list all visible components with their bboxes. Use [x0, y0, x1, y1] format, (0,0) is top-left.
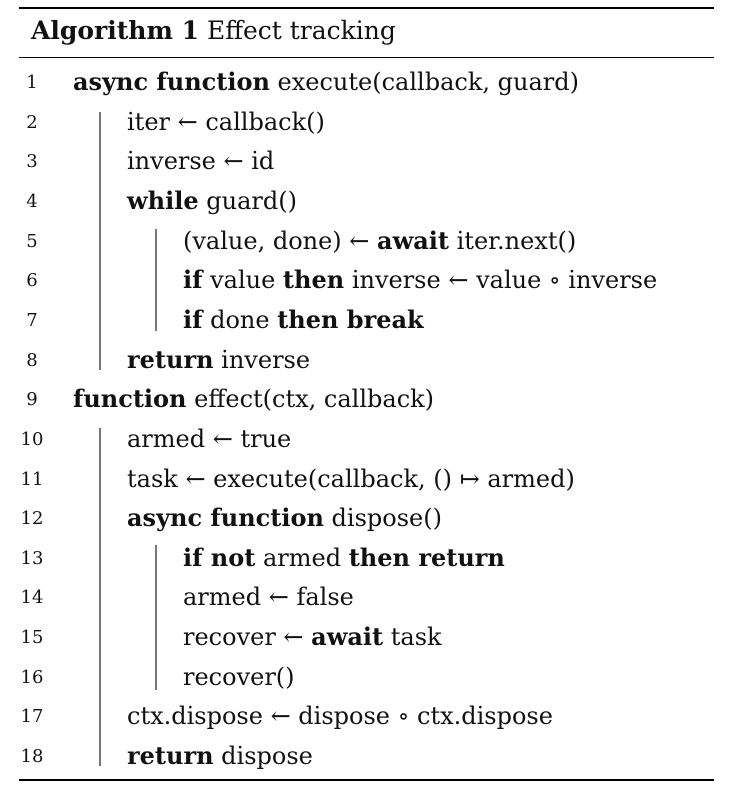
algorithm-line	[0, 420, 730, 460]
line-code	[183, 542, 505, 574]
code-text: dispose()	[323, 504, 442, 533]
line-number: 11	[20, 468, 44, 490]
line-code	[183, 621, 442, 653]
keyword: async function	[73, 67, 270, 96]
algorithm-line	[0, 63, 730, 103]
code-text: effect(ctx, callback)	[186, 385, 435, 414]
line-code	[183, 304, 424, 336]
line-number: 1	[26, 72, 38, 93]
line-code	[183, 225, 576, 257]
keyword: async function	[127, 503, 324, 533]
line-number: 16	[20, 666, 44, 688]
block-bar-while	[155, 229, 157, 331]
line-number: 8	[26, 349, 38, 371]
code-text: task	[383, 623, 442, 652]
line-code	[183, 661, 295, 693]
line-code	[73, 383, 434, 415]
line-number: 12	[20, 508, 44, 530]
code-text: iter.next()	[449, 226, 577, 255]
keyword: while	[127, 185, 199, 215]
algorithm-line	[0, 261, 730, 301]
line-number: 17	[20, 706, 44, 728]
keyword: function	[73, 384, 187, 414]
algorithm-line	[0, 578, 730, 618]
line-code	[127, 463, 575, 495]
keyword: if	[183, 265, 203, 295]
algorithm-line	[0, 658, 730, 698]
line-code	[127, 740, 313, 772]
algorithm-line	[0, 539, 730, 579]
line-number: 10	[20, 428, 44, 450]
keyword: return	[127, 741, 214, 771]
line-code	[127, 700, 553, 732]
line-code	[183, 264, 657, 296]
algorithm-line	[0, 222, 730, 262]
code-text: recover()	[183, 662, 295, 691]
algorithm-title: Effect tracking	[206, 16, 396, 45]
code-text: armed	[255, 543, 349, 572]
line-number: 3	[26, 151, 38, 173]
line-number: 15	[20, 627, 44, 649]
algorithm-line	[0, 499, 730, 539]
algorithm-line	[0, 182, 730, 222]
code-text: inverse	[213, 345, 311, 374]
bottom-rule	[19, 779, 714, 781]
code-text: dispose	[213, 742, 313, 771]
block-bar-dispose	[155, 545, 157, 690]
keyword: then break	[277, 304, 424, 334]
line-number: 7	[26, 309, 38, 331]
algorithm-line	[0, 103, 730, 143]
algorithm-line	[0, 697, 730, 737]
line-code	[127, 344, 310, 376]
code-text: armed ← false	[183, 583, 354, 612]
algorithm-line	[0, 460, 730, 500]
code-text: inverse ← value ∘ inverse	[344, 266, 658, 295]
keyword: if not	[183, 542, 256, 572]
line-code	[127, 106, 325, 138]
caption-rule	[19, 57, 714, 58]
code-text: value	[202, 266, 283, 295]
algorithm-line	[0, 380, 730, 420]
keyword: await	[311, 622, 384, 652]
block-bar-effect	[99, 428, 101, 766]
line-code	[183, 581, 354, 613]
code-text: armed ← true	[127, 424, 292, 453]
code-text: ctx.dispose ← dispose ∘ ctx.dispose	[127, 702, 553, 731]
line-code	[127, 423, 291, 455]
code-text: guard()	[198, 186, 297, 215]
line-number: 13	[20, 547, 44, 569]
line-number: 18	[20, 746, 44, 768]
line-number: 2	[26, 111, 38, 133]
algorithm-line	[0, 142, 730, 182]
algorithm-line	[0, 341, 730, 381]
code-text: execute(callback, guard)	[269, 68, 579, 96]
code-text: task ← execute(callback, () ↦ armed)	[127, 464, 575, 493]
code-text: done	[202, 305, 278, 334]
algorithm-line	[0, 618, 730, 658]
keyword: return	[127, 344, 214, 374]
line-code	[127, 145, 274, 177]
line-number: 14	[20, 587, 44, 609]
algorithm-caption	[31, 15, 396, 47]
line-number: 4	[26, 190, 38, 212]
algorithm-line	[0, 301, 730, 341]
keyword: then	[282, 265, 345, 295]
keyword: await	[377, 225, 449, 255]
code-text: recover ←	[183, 623, 312, 652]
line-number: 6	[26, 270, 38, 292]
line-code	[127, 185, 297, 217]
code-text: (value, done) ←	[183, 226, 378, 255]
algorithm-label: Algorithm 1	[31, 16, 199, 45]
keyword: if	[183, 304, 203, 334]
algorithm-line	[0, 737, 730, 777]
keyword: then return	[348, 542, 505, 572]
line-code	[73, 66, 579, 98]
line-number: 9	[26, 389, 38, 411]
line-code	[127, 502, 442, 534]
block-bar-execute	[99, 112, 101, 370]
top-rule	[19, 7, 714, 9]
line-number: 5	[26, 230, 38, 252]
code-text: inverse ← id	[127, 147, 275, 176]
code-text: iter ← callback()	[127, 107, 325, 136]
